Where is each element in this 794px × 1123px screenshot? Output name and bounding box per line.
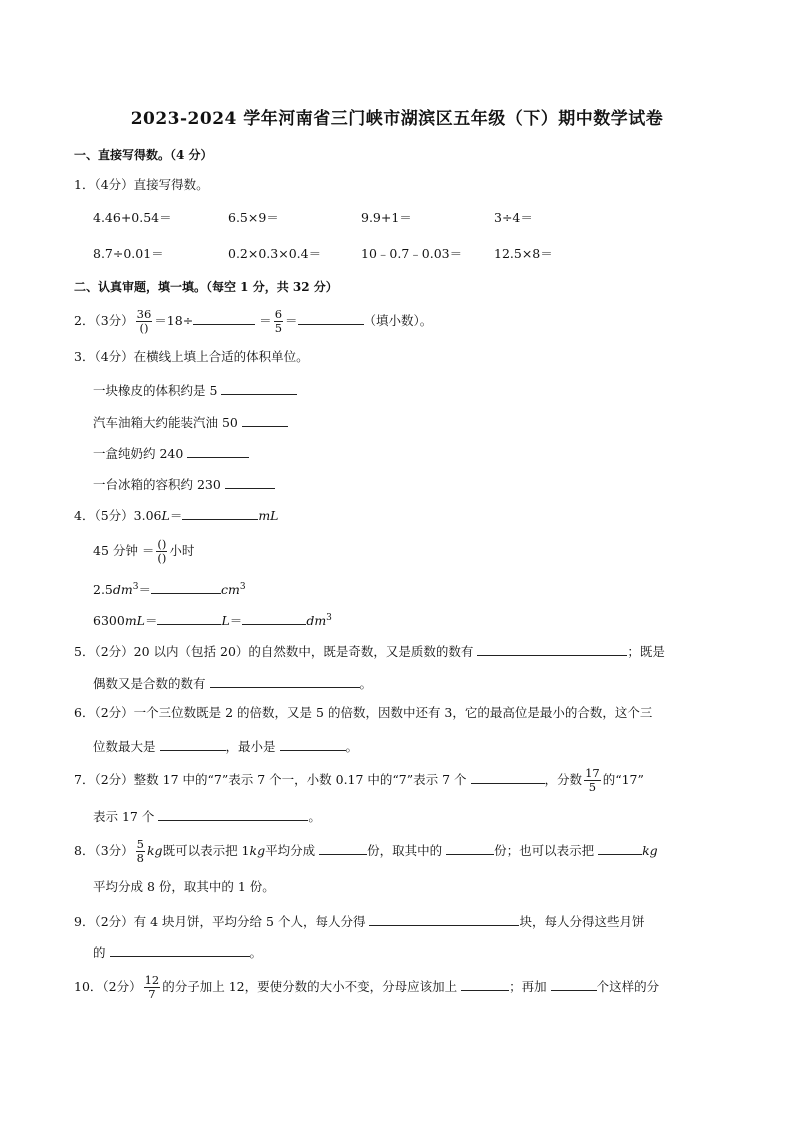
q1-item: 12.5×8＝ xyxy=(494,246,553,261)
fraction-numerator: 36 xyxy=(136,307,152,321)
q4-text: 45 分钟 ＝ xyxy=(93,543,155,558)
page-title: 2023-2024 学年河南省三门峡市湖滨区五年级（下）期中数学试卷 xyxy=(130,109,664,129)
fraction-numerator: () xyxy=(157,537,167,551)
q9-text: 9．（2分）有 4 块月饼，平均分给 5 个人，每人分得 xyxy=(74,914,366,929)
unit-label: dm xyxy=(112,582,133,598)
unit-label: cm xyxy=(221,582,240,598)
q5-text: 。 xyxy=(359,676,373,691)
question-9-line-1 xyxy=(74,911,644,931)
q4-text: 2.5 xyxy=(93,582,113,598)
q2-text: ＝18÷ xyxy=(154,313,194,328)
question-3-label: 3．（4分）在横线上填上合适的体积单位。 xyxy=(74,349,309,364)
exponent: 3 xyxy=(132,582,139,592)
section-heading-2: 二、认真审题，填一填。（每空 1 分，共 32 分） xyxy=(74,280,338,294)
q8-text: 份；也可以表示把 xyxy=(494,843,595,858)
answer-blank[interactable] xyxy=(446,840,494,855)
question-6-line-2 xyxy=(93,736,358,756)
answer-blank[interactable] xyxy=(551,976,597,991)
q9-text: 。 xyxy=(249,945,263,960)
q9-text: 块，每人分得这些月饼 xyxy=(519,914,645,929)
answer-blank[interactable] xyxy=(110,942,250,957)
q8-text: 既可以表示把 1 xyxy=(162,843,250,858)
q2-text: （填小数）。 xyxy=(363,313,433,328)
q4-line xyxy=(93,609,332,630)
q3-text: 一台冰箱的容积约 230 xyxy=(93,477,221,492)
q3-line xyxy=(93,443,249,463)
q4-text: 6300 xyxy=(93,613,125,629)
question-4 xyxy=(74,505,278,525)
q3-text: 汽车油箱大约能装汽油 50 xyxy=(93,415,238,430)
unit-label: dm xyxy=(306,613,327,629)
unit-label: mL xyxy=(124,613,145,629)
q10-text: ；再加 xyxy=(509,979,547,994)
question-8-line-2: 平均分成 8 份，取其中的 1 份。 xyxy=(93,879,275,894)
unit-label: mL xyxy=(258,508,279,523)
q10-fraction xyxy=(144,974,161,1001)
q1-item: 6.5×9＝ xyxy=(228,210,279,225)
answer-blank[interactable] xyxy=(225,474,275,489)
q1-item: 0.2×0.3×0.4＝ xyxy=(228,246,322,261)
answer-blank[interactable] xyxy=(471,769,545,784)
q6-text: 。 xyxy=(345,739,359,754)
answer-blank[interactable] xyxy=(461,976,509,991)
question-9-line-2 xyxy=(93,942,262,962)
q5-text: ；既是 xyxy=(627,644,665,659)
answer-blank[interactable] xyxy=(221,380,297,395)
answer-blank[interactable] xyxy=(182,505,258,520)
q7-text: 的“17” xyxy=(602,772,644,787)
answer-blank[interactable] xyxy=(242,412,288,427)
answer-blank[interactable] xyxy=(157,610,221,625)
q5-text: 5．（2分）20 以内（包括 20）的自然数中，既是奇数，又是质数的数有 xyxy=(74,644,474,659)
q2-text: ＝ xyxy=(259,313,272,328)
exponent: 3 xyxy=(239,582,246,592)
q2-text: ＝ xyxy=(285,313,298,328)
q8-text: 平均分成 xyxy=(265,843,316,858)
q4-text: ＝ xyxy=(144,613,158,629)
q1-item: 4.46+0.54＝ xyxy=(93,210,172,225)
question-7-line-2 xyxy=(93,806,321,826)
q6-text: 位数最大是 xyxy=(93,739,156,754)
q3-line xyxy=(93,380,297,400)
question-2 xyxy=(74,306,432,336)
fraction-denominator: () xyxy=(157,551,167,565)
fraction-numerator: 6 xyxy=(274,307,283,321)
fraction-denominator: 5 xyxy=(588,780,597,794)
fraction-numerator: 12 xyxy=(144,973,160,987)
fraction-denominator: 8 xyxy=(136,851,144,865)
answer-blank[interactable] xyxy=(210,673,360,688)
question-1-label: 1．（4分）直接写得数。 xyxy=(74,177,209,192)
fraction-numerator: 17 xyxy=(585,766,600,780)
exponent: 3 xyxy=(326,613,332,623)
q3-text: 一块橡皮的体积约是 5 xyxy=(93,383,218,398)
question-5-line-1 xyxy=(74,641,665,661)
answer-blank[interactable] xyxy=(187,443,249,458)
q4-text: ＝ xyxy=(138,582,151,598)
q1-item: 3÷4＝ xyxy=(494,210,533,225)
q7-fraction xyxy=(584,767,601,794)
q3-text: 一盒纯奶约 240 xyxy=(93,446,184,461)
fraction-denominator: () xyxy=(139,321,149,335)
question-7-line-1 xyxy=(74,763,644,797)
fraction-denominator: 5 xyxy=(274,321,283,335)
fraction-denominator: 7 xyxy=(148,987,156,1001)
answer-blank[interactable] xyxy=(151,579,221,594)
q2-fraction-1 xyxy=(136,308,153,335)
q1-item: 10﹣0.7﹣0.03＝ xyxy=(361,246,463,261)
unit-label: L xyxy=(221,613,230,629)
q8-text: 份，取其中的 xyxy=(367,843,443,858)
q4-fraction xyxy=(156,538,167,565)
q10-text: 个这样的分 xyxy=(596,979,660,994)
q10-text: 10．（2分） xyxy=(74,979,142,994)
answer-blank[interactable] xyxy=(598,840,642,855)
q7-text: ，分数 xyxy=(544,772,583,787)
q7-text: 表示 17 个 xyxy=(93,809,155,824)
question-8-line-1 xyxy=(74,834,658,868)
q8-text: 8．（3分） xyxy=(74,843,134,858)
answer-blank[interactable] xyxy=(369,911,519,926)
q2-prefix: 2．（3分） xyxy=(74,313,134,328)
unit-label: kg xyxy=(642,843,658,858)
q5-text: 偶数又是合数的数有 xyxy=(93,676,206,691)
q4-line xyxy=(93,578,246,599)
unit-label: kg xyxy=(146,843,163,858)
q2-fraction-2 xyxy=(274,308,283,335)
answer-blank[interactable] xyxy=(477,641,627,656)
q4-text: 小时 xyxy=(169,543,195,558)
unit-label: kg xyxy=(249,843,266,858)
q1-item: 8.7÷0.01＝ xyxy=(93,246,164,261)
q4-text: 4．（5分）3.06 xyxy=(74,508,162,523)
question-6-line-1: 6．（2分）一个三位数既是 2 的倍数，又是 5 的倍数，因数中还有 3，它的最高位是最小的合数，这个三 xyxy=(74,705,653,720)
q7-text: 7．（2分）整数 17 中的“7”表示 7 个一，小数 0.17 中的“7”表示 7 个 xyxy=(74,772,467,787)
answer-blank[interactable] xyxy=(160,736,226,751)
answer-blank[interactable] xyxy=(280,736,346,751)
q6-text: ，最小是 xyxy=(225,739,276,754)
section-heading-1: 一、直接写得数。（4 分） xyxy=(74,148,213,162)
q3-line xyxy=(93,474,275,494)
q1-item: 9.9+1＝ xyxy=(361,210,412,225)
unit-label: L xyxy=(161,508,170,523)
answer-blank[interactable] xyxy=(242,610,306,625)
answer-blank[interactable] xyxy=(298,310,364,325)
q4-line xyxy=(93,536,194,566)
q4-text: ＝ xyxy=(169,508,183,523)
q3-line xyxy=(93,412,288,432)
q4-text: ＝ xyxy=(229,613,243,629)
q7-text: 。 xyxy=(308,809,321,824)
q10-text: 的分子加上 12，要使分数的大小不变，分母应该加上 xyxy=(162,979,458,994)
answer-blank[interactable] xyxy=(193,310,255,325)
q9-text: 的 xyxy=(93,945,106,960)
answer-blank[interactable] xyxy=(158,806,308,821)
fraction-numerator: 5 xyxy=(136,837,144,851)
question-5-line-2 xyxy=(93,673,372,693)
question-10-line-1 xyxy=(74,970,659,1004)
q8-fraction xyxy=(136,838,145,865)
answer-blank[interactable] xyxy=(319,840,367,855)
